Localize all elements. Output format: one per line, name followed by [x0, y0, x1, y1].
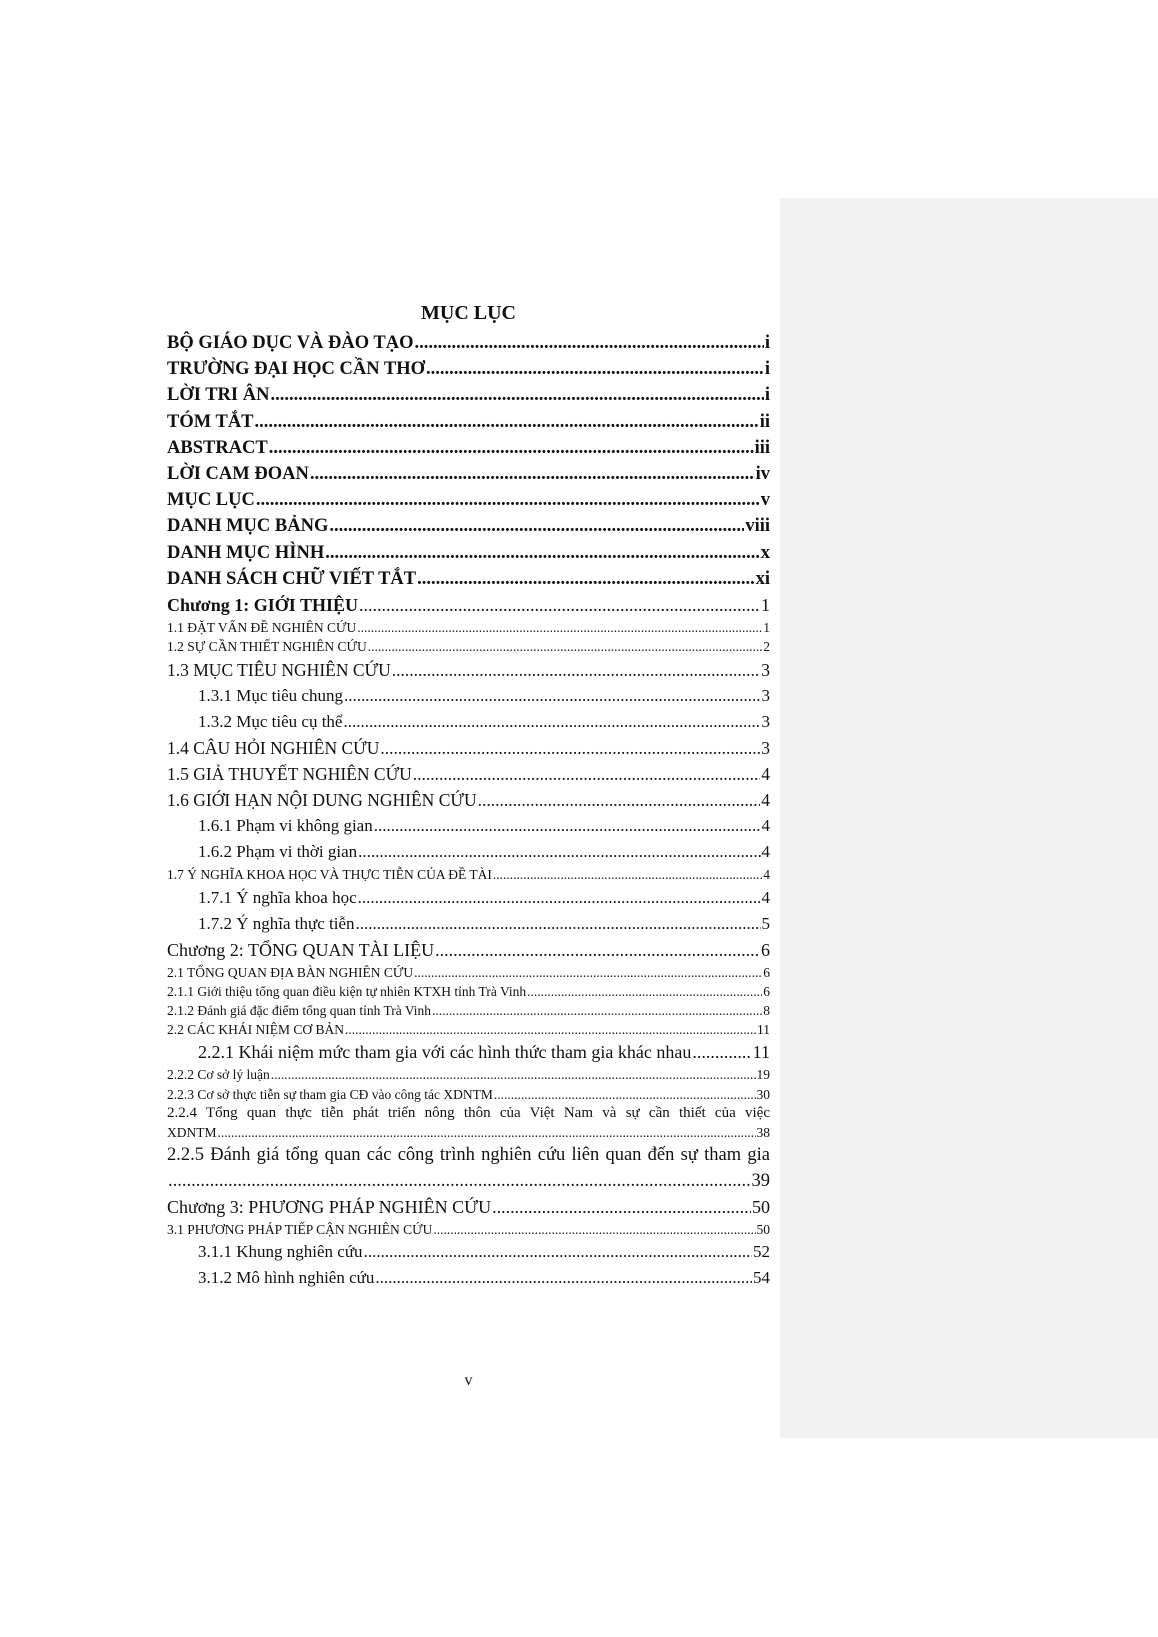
- toc-entry-page: 2: [763, 639, 770, 655]
- toc-entry-page: 11: [752, 1042, 770, 1063]
- toc-entry-page: 3: [761, 738, 770, 759]
- toc-entry-label: 1.5 GIẢ THUYẾT NGHIÊN CỨU: [167, 764, 412, 785]
- toc-entry-label: DANH MỤC HÌNH: [167, 542, 325, 563]
- toc-entry[interactable]: [167, 461, 770, 487]
- toc-entry-label: LỜI TRI ÂN: [167, 385, 270, 406]
- toc-entry-page: 4: [761, 842, 770, 862]
- toc-entry-page: 4: [761, 790, 770, 811]
- toc-entry-page: 6: [763, 964, 770, 980]
- toc-entry-page: i: [764, 333, 770, 353]
- toc-entry[interactable]: [167, 735, 770, 761]
- toc-entry[interactable]: [167, 1085, 770, 1104]
- toc-entry-label: Chương 3: PHƯƠNG PHÁP NGHIÊN CỨU: [167, 1196, 492, 1217]
- toc-entry-label: ABSTRACT: [167, 437, 268, 458]
- toc-entry[interactable]: [167, 1039, 770, 1065]
- toc-entry-label: 2.2.1 Khái niệm mức tham gia với các hình thức tham gia khác nhau: [198, 1042, 692, 1063]
- toc-entry[interactable]: [167, 1220, 770, 1239]
- toc-entry[interactable]: [167, 330, 770, 356]
- toc-entry[interactable]: [167, 911, 770, 937]
- toc-entry[interactable]: [167, 637, 770, 657]
- toc-entry-page: ii: [759, 411, 770, 432]
- toc-entry[interactable]: [167, 683, 770, 709]
- toc-entry-label: 1.1 ĐẶT VẤN ĐỀ NGHIÊN CỨU: [167, 619, 357, 635]
- toc-entry-label: TÓM TẮT: [167, 411, 254, 432]
- toc-entry-label: 2.1.2 Đánh giá đặc điểm tổng quan tỉnh Trà Vinh: [167, 1003, 432, 1019]
- toc-entry-page: 30: [756, 1086, 770, 1102]
- toc-entry-label: 2.2 CÁC KHÁI NIỆM CƠ BẢN: [167, 1022, 345, 1038]
- toc-title: MỤC LỤC: [421, 302, 516, 324]
- toc-entry-label: 3.1.1 Khung nghiên cứu: [198, 1242, 363, 1262]
- toc-entry-page: 6: [761, 939, 770, 960]
- toc-entry-page: 4: [761, 764, 770, 785]
- toc-entry-label: 2.2.4 Tổng quan thực tiễn phát triển nông thôn của Việt Nam và sự cần thiết của việc: [167, 1104, 770, 1121]
- comment-pane: [780, 198, 1158, 1438]
- toc-entry-page: xi: [755, 568, 770, 589]
- toc-entry-page: 3: [761, 686, 770, 706]
- toc-entry-page: 50: [752, 1196, 770, 1217]
- toc-entry[interactable]: [167, 356, 770, 382]
- toc-entry[interactable]: [167, 761, 770, 787]
- toc-entry-page: 4: [761, 887, 770, 907]
- toc-entry-label: 1.4 CÂU HỎI NGHIÊN CỨU: [167, 738, 380, 759]
- toc-entry[interactable]: [167, 839, 770, 865]
- toc-entry-page: 3: [761, 660, 770, 681]
- toc-entry-label: 2.1 TỔNG QUAN ĐỊA BÀN NGHIÊN CỨU: [167, 964, 414, 980]
- table-of-contents: [167, 300, 770, 1291]
- toc-entry-page: i: [764, 359, 770, 380]
- toc-entry-label: 2.1.1 Giới thiệu tổng quan điều kiện tự nhiên KTXH tỉnh Trà Vinh: [167, 983, 527, 999]
- toc-entry-label: Chương 2: TỔNG QUAN TÀI LIỆU: [167, 939, 435, 960]
- toc-entry-page: 39: [751, 1170, 770, 1191]
- toc-entry[interactable]: [167, 709, 770, 735]
- toc-entry-label: 1.7.1 Ý nghĩa khoa học: [198, 887, 357, 907]
- page-number: v: [464, 1372, 473, 1389]
- toc-entry[interactable]: [167, 409, 770, 435]
- toc-entry[interactable]: [167, 937, 770, 963]
- toc-entry-label: 3.1.2 Mô hình nghiên cứu: [198, 1268, 375, 1288]
- toc-entry-label: 1.3.1 Mục tiêu chung: [198, 686, 343, 706]
- toc-entry-page: 1: [761, 594, 770, 615]
- toc-entry-page: i: [764, 385, 770, 406]
- toc-entry[interactable]: [167, 1239, 770, 1265]
- toc-entry[interactable]: [167, 963, 770, 982]
- toc-entry-page: 5: [761, 913, 770, 933]
- toc-entry-page: 11: [757, 1022, 770, 1038]
- toc-entry[interactable]: [167, 813, 770, 839]
- toc-entry[interactable]: [167, 382, 770, 408]
- toc-entry-page: 6: [763, 983, 770, 999]
- toc-entry-label: Chương 1: GIỚI THIỆU: [167, 594, 358, 615]
- toc-entry[interactable]: [167, 1194, 770, 1220]
- toc-entry[interactable]: [167, 618, 770, 638]
- toc-entry-label: 1.7.2 Ý nghĩa thực tiễn: [198, 913, 355, 933]
- toc-entry-label: 1.6.2 Phạm vi thời gian: [198, 842, 358, 862]
- toc-entry-page: 19: [756, 1067, 770, 1083]
- toc-entry-label: DANH SÁCH CHỮ VIẾT TẮT: [167, 568, 417, 589]
- toc-entry-label: 3.1 PHƯƠNG PHÁP TIẾP CẬN NGHIÊN CỨU: [167, 1221, 433, 1237]
- toc-entry[interactable]: [167, 1104, 770, 1142]
- toc-entry[interactable]: [167, 657, 770, 683]
- toc-entry[interactable]: [167, 540, 770, 566]
- toc-entry[interactable]: [167, 982, 770, 1001]
- toc-entry-page: 54: [753, 1268, 770, 1288]
- toc-entry-label: MỤC LỤC: [167, 490, 255, 511]
- toc-entry-label: 1.2 SỰ CẦN THIẾT NGHIÊN CỨU: [167, 639, 367, 655]
- toc-entry-page: 4: [761, 816, 770, 836]
- toc-entry-page: v: [760, 490, 770, 511]
- toc-entry-page: 38: [756, 1124, 770, 1140]
- toc-entry-label-continued: XDNTM: [167, 1124, 217, 1140]
- toc-entry[interactable]: [167, 1265, 770, 1291]
- toc-entry[interactable]: [167, 435, 770, 461]
- toc-entry-page: 52: [753, 1242, 770, 1262]
- toc-entry-page: 3: [761, 712, 770, 732]
- toc-entry-page: iv: [755, 463, 770, 484]
- toc-entry-page: 1: [763, 619, 770, 635]
- toc-entry[interactable]: [167, 865, 770, 885]
- toc-entry-label: TRƯỜNG ĐẠI HỌC CẦN THƠ: [167, 359, 425, 380]
- toc-entry-page: viii: [745, 516, 770, 537]
- toc-entry-label: 1.3 MỤC TIÊU NGHIÊN CỨU: [167, 660, 391, 681]
- toc-entry-page: 8: [763, 1003, 770, 1019]
- toc-entry[interactable]: [167, 1020, 770, 1039]
- toc-entry[interactable]: [167, 566, 770, 592]
- toc-entry-label: 2.2.5 Đánh giá tổng quan các công trình nghiên cứu liên quan đến sự tham gia: [167, 1144, 770, 1165]
- toc-entry-label: 1.3.2 Mục tiêu cụ thể: [198, 712, 343, 732]
- toc-entry-label: 1.6.1 Phạm vi không gian: [198, 816, 373, 836]
- toc-entry[interactable]: [167, 885, 770, 911]
- toc-entry[interactable]: [167, 513, 770, 539]
- toc-entry-label: LỜI CAM ĐOAN: [167, 463, 309, 484]
- toc-entry[interactable]: [167, 592, 770, 618]
- toc-entry[interactable]: [167, 1001, 770, 1020]
- toc-entry-label: 1.7 Ý NGHĨA KHOA HỌC VÀ THỰC TIỄN CỦA ĐỀ TÀI: [167, 867, 492, 883]
- toc-entry-page: iii: [754, 437, 770, 458]
- toc-entry[interactable]: [167, 1065, 770, 1084]
- toc-entry-label: 2.2.2 Cơ sở lý luận: [167, 1067, 270, 1083]
- toc-entry-label: DANH MỤC BẢNG: [167, 516, 329, 537]
- toc-entry-page: 4: [763, 867, 770, 883]
- toc-entry[interactable]: [167, 787, 770, 813]
- toc-entry-page: x: [760, 542, 770, 563]
- toc-entry-label: 2.2.3 Cơ sở thực tiễn sự tham gia CĐ vào công tác XDNTM: [167, 1086, 493, 1102]
- toc-entry[interactable]: [167, 487, 770, 513]
- toc-entry[interactable]: [167, 1142, 770, 1194]
- toc-entry-label: BỘ GIÁO DỤC VÀ ĐÀO TẠO: [167, 333, 414, 353]
- toc-entry-label: 1.6 GIỚI HẠN NỘI DUNG NGHIÊN CỨU: [167, 790, 477, 811]
- toc-entry-page: 50: [756, 1221, 770, 1237]
